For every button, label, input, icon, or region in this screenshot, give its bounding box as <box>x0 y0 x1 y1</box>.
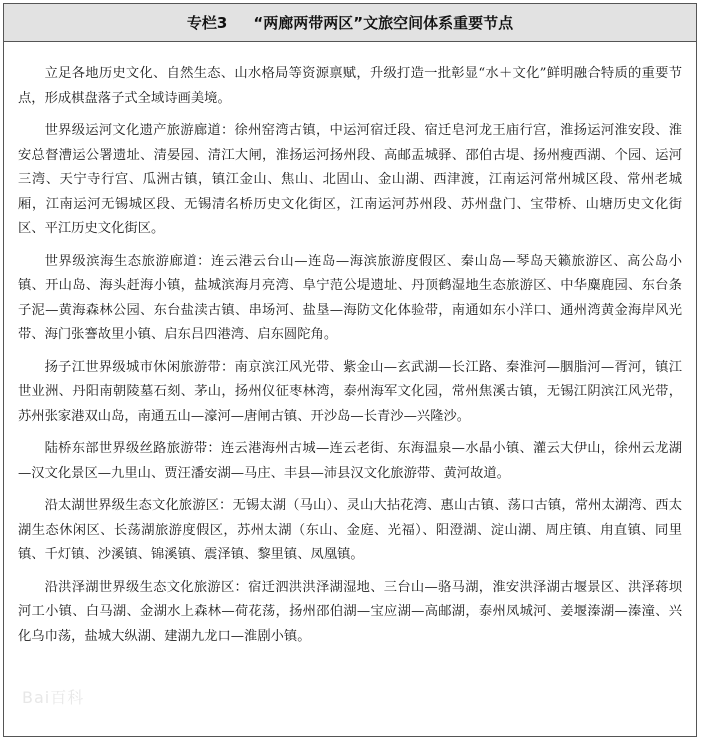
taihu-zone-paragraph: 沿太湖世界级生态文化旅游区：无锡太湖（马山）、灵山大拈花湾、惠山古镇、荡口古镇，常州太湖湾、西太湖生态休闲区、长荡湖旅游度假区，苏州太湖（东山、金庭、光福）、阳澄湖、淀山湖、周庄镇、甪直镇、同里镇、千灯镇、沙溪镇、锦溪镇、震泽镇、黎里镇、凤凰镇。 <box>18 498 682 562</box>
column-body <box>4 42 696 649</box>
column-header <box>4 4 696 42</box>
column-number: 专栏3 <box>186 14 228 32</box>
coastal-corridor-paragraph: 世界级滨海生态旅游廊道：连云港云台山—连岛—海滨旅游度假区、秦山岛—琴岛天籁旅游区、高公岛小镇、开山岛、海头赶海小镇，盐城滨海月亮湾、阜宁范公堤遗址、丹顶鹤湿地生态旅游区、中华麋鹿园、东台条子泥—黄海森林公园、东台盐渎古镇、串场河、盐垦—海防文化体验带，南通如东小洋口、通州湾黄金海岸风光带、海门张謇故里小镇、启东吕四港湾、启东圆陀角。 <box>18 253 682 342</box>
canal-corridor-paragraph: 世界级运河文化遗产旅游廊道：徐州窑湾古镇，中运河宿迁段、宿迁皂河龙王庙行宫，淮扬运河淮安段、淮安总督漕运公署遗址、清晏园、清江大闸，淮扬运河扬州段、高邮盂城驿、邵伯古堤、扬州瘦西湖、个园、运河三湾、天宁寺行宫、瓜洲古镇，镇江金山、焦山、北固山、金山湖、西津渡，江南运河常州城区段、常州老城厢，江南运河无锡城区段、无锡清名桥历史文化街区，江南运河苏州段、苏州盘门、宝带桥、山塘历史文化街区、平江历史文化街区。 <box>18 123 682 236</box>
watermark-logo: Bai百科 <box>22 688 85 707</box>
yangtze-belt-paragraph: 扬子江世界级城市休闲旅游带：南京滨江风光带、紫金山—玄武湖—长江路、秦淮河—胭脂河—胥河，镇江世业洲、丹阳南朝陵墓石刻、茅山，扬州仪征枣林湾，泰州海军文化园，常州焦溪古镇，无锡江阴滨江风光带，苏州张家港双山岛，南通五山—濠河—唐闸古镇、开沙岛—长青沙—兴隆沙。 <box>18 359 682 424</box>
intro-paragraph: 立足各地历史文化、自然生态、山水格局等资源禀赋，升级打造一批彰显“水＋文化”鲜明融合特质的重要节点，形成棋盘落子式全域诗画美境。 <box>18 66 682 106</box>
column-box <box>3 3 697 737</box>
silk-road-belt-paragraph: 陆桥东部世界级丝路旅游带：连云港海州古城—连云老街、东海温泉—水晶小镇、灌云大伊山，徐州云龙湖—汉文化景区—九里山、贾汪潘安湖—马庄、丰县—沛县汉文化旅游带、黄河故道。 <box>18 441 682 481</box>
hongze-zone-paragraph: 沿洪泽湖世界级生态文化旅游区：宿迁泗洪洪泽湖湿地、三台山—骆马湖，淮安洪泽湖古堰景区、洪泽蒋坝河工小镇、白马湖、金湖水上森林—荷花荡，扬州邵伯湖—宝应湖—高邮湖，泰州凤城河、姜堰溱湖—溱潼、兴化乌巾荡，盐城大纵湖、建湖九龙口—淮剧小镇。 <box>18 579 682 644</box>
column-title: “两廊两带两区”文旅空间体系重要节点 <box>253 14 514 32</box>
